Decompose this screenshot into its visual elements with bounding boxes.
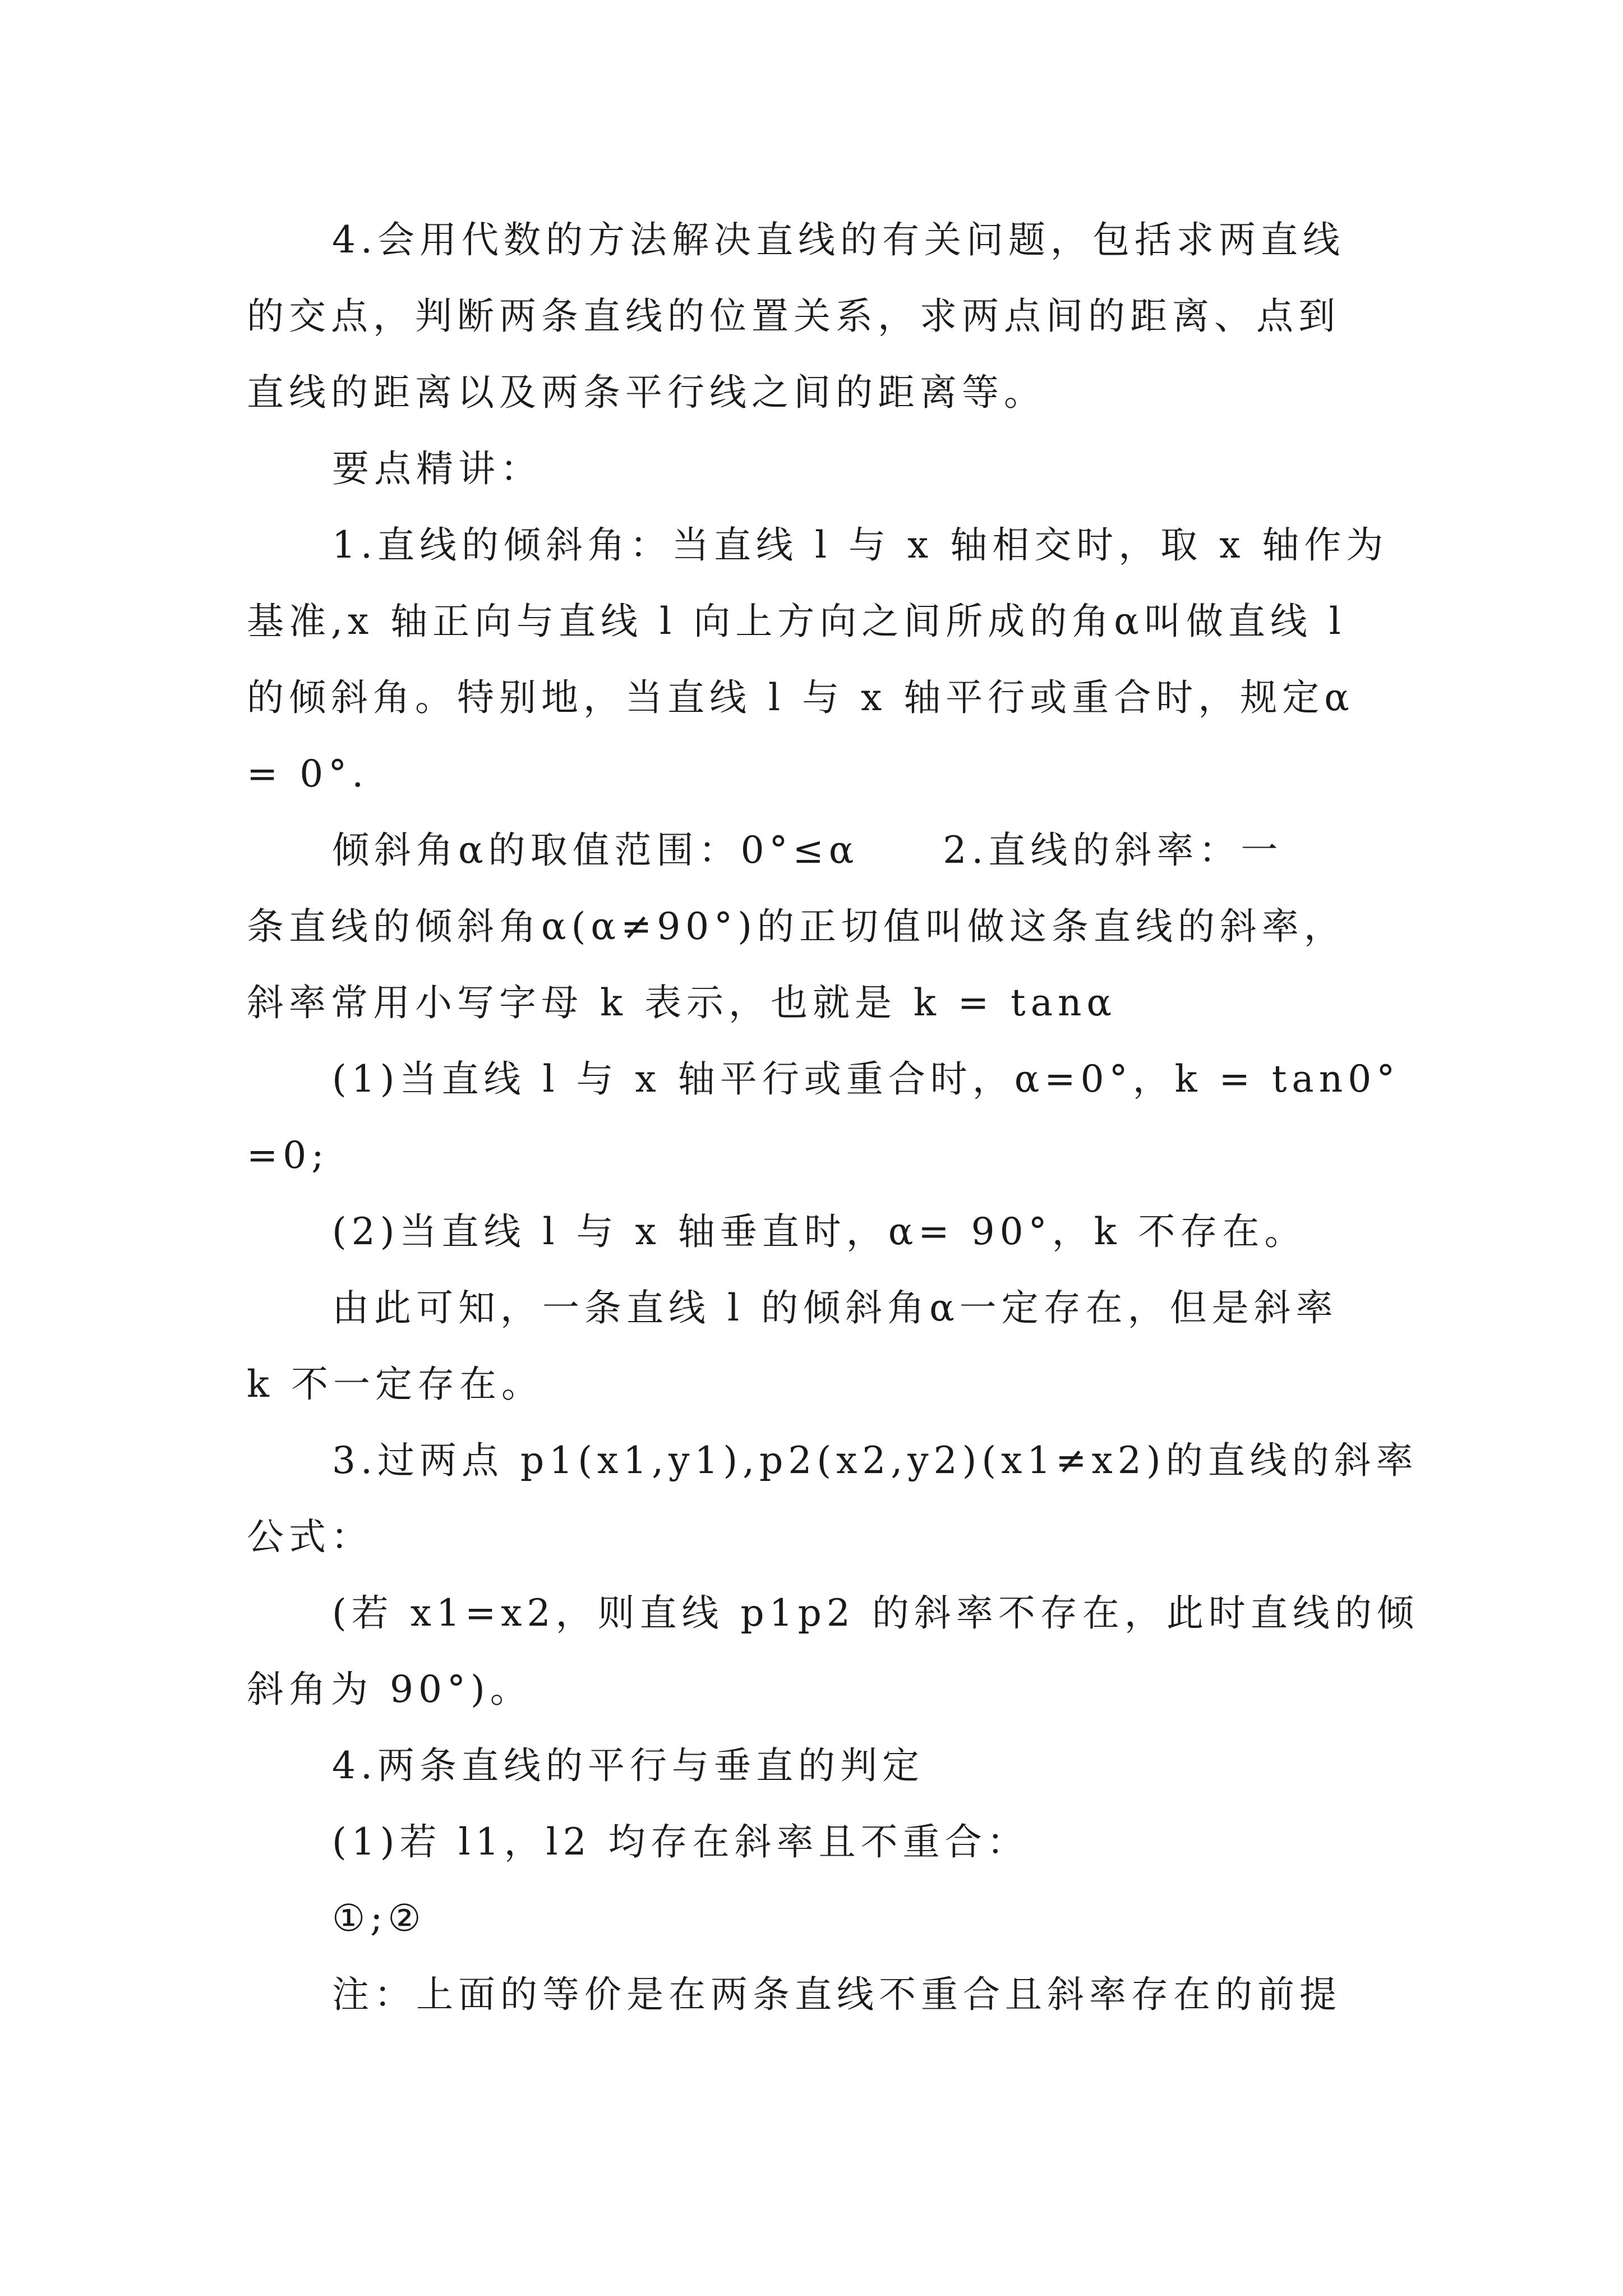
text-line-3: 直线的距离以及两条平行线之间的距离等。 [247,371,1046,414]
text-line-2: 的交点，判断两条直线的位置关系，求两点间的距离、点到 [247,295,1340,338]
text-line-7: 的倾斜角。特别地，当直线 l 与 x 轴平行或重合时，规定α [247,676,1354,719]
text-line-14: (2)当直线 l 与 x 轴垂直时，α= 90°，k 不存在。 [332,1210,1307,1253]
text-line-13: =0; [247,1134,329,1177]
text-line-15: 由此可知，一条直线 l 的倾斜角α一定存在，但是斜率 [332,1286,1338,1329]
text-line-10: 条直线的倾斜角α(α≠90°)的正切值叫做这条直线的斜率， [247,905,1346,948]
text-line-20: 斜角为 90°)。 [247,1668,532,1711]
text-line-17: 3.过两点 p1(x1,y1),p2(x2,y2)(x1≠x2)的直线的斜率 [332,1439,1418,1482]
text-line-12: (1)当直线 l 与 x 轴平行或重合时，α=0°，k = tan0° [332,1057,1400,1101]
text-line-22: (1)若 l1，l2 均存在斜率且不重合： [332,1820,1029,1864]
text-line-6: 基准,x 轴正向与直线 l 向上方向之间所成的角α叫做直线 l [247,600,1346,643]
section-heading: 要点精讲： [332,447,542,490]
text-line-16: k 不一定存在。 [247,1363,543,1406]
text-line-8: = 0°. [247,752,369,795]
text-line-18: 公式： [247,1515,373,1558]
text-line-24: 注：上面的等价是在两条直线不重合且斜率存在的前提 [332,1973,1341,2016]
text-line-21: 4.两条直线的平行与垂直的判定 [332,1744,924,1787]
text-line-19: (若 x1=x2，则直线 p1p2 的斜率不存在，此时直线的倾 [332,1591,1419,1635]
text-line-11: 斜率常用小写字母 k 表示，也就是 k = tanα [247,981,1117,1024]
text-line-5: 1.直线的倾斜角：当直线 l 与 x 轴相交时，取 x 轴作为 [332,523,1389,567]
text-line-1: 4.会用代数的方法解决直线的有关问题，包括求两直线 [332,218,1345,261]
text-line-9: 倾斜角α的取值范围：0°≤α 2.直线的斜率：一 [332,829,1283,872]
text-line-23: ①;② [332,1897,426,1940]
